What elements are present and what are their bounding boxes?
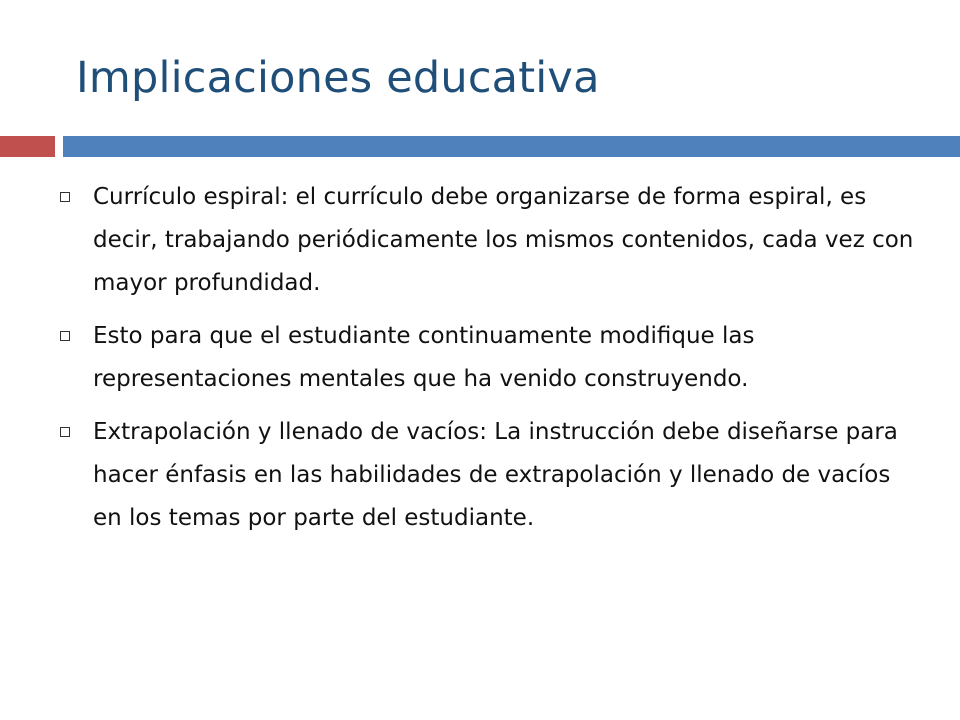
- hollow-square-icon: [60, 427, 70, 437]
- bullet-text: Esto para que el estudiante continuamente modifique las representaciones mentales que ha venido construyendo.: [93, 323, 755, 392]
- bullet-item: [60, 315, 920, 401]
- bullet-list: [60, 176, 920, 550]
- bullet-text: Extrapolación y llenado de vacíos: La instrucción debe diseñarse para hacer énfasis en las habilidades de extrapolación y llenado de vacíos en los temas por parte del estudiante.: [93, 419, 898, 531]
- bullet-item: [60, 411, 920, 540]
- slide-title: Implicaciones educativa: [76, 53, 600, 103]
- hollow-square-icon: [60, 331, 70, 341]
- hollow-square-icon: [60, 192, 70, 202]
- accent-bar-right: [63, 136, 960, 157]
- bullet-text: Currículo espiral: el currículo debe organizarse de forma espiral, es decir, trabajando periódicamente los mismos contenidos, cada vez con mayor profundidad.: [93, 184, 914, 296]
- bullet-item: [60, 176, 920, 305]
- accent-bar-left: [0, 136, 55, 157]
